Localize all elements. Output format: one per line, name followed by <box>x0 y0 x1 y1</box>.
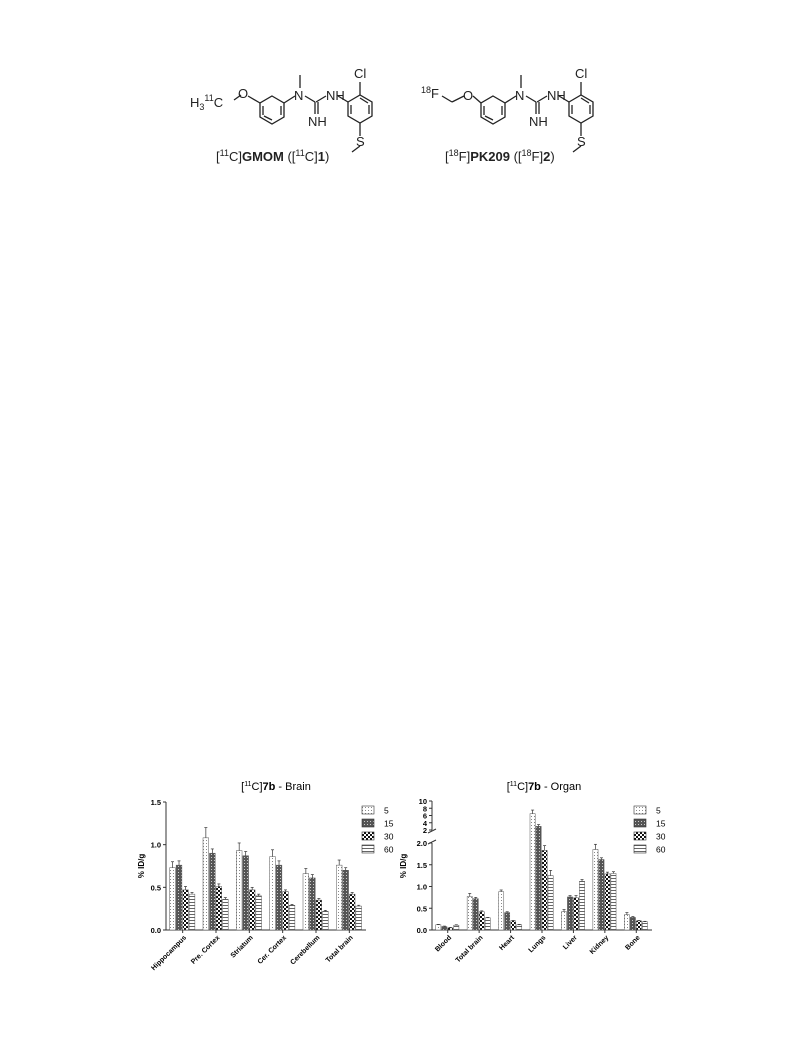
svg-text:NH: NH <box>547 88 566 103</box>
bar <box>479 912 484 930</box>
category-label: Kidney <box>588 934 611 956</box>
svg-text:18F: $^{18}$F <box>421 85 439 101</box>
bar <box>270 857 276 930</box>
bar <box>567 897 572 930</box>
category-label: Total brain <box>454 934 485 965</box>
bar <box>176 865 182 930</box>
bar <box>642 922 647 930</box>
bar <box>236 851 242 930</box>
organ-chart-title: [$^{11}$C]7b - Organ <box>506 781 582 793</box>
bar <box>170 868 176 930</box>
bar <box>624 915 629 930</box>
legend-label-5: 5 <box>656 805 661 816</box>
legend-swatch-60 <box>634 845 646 853</box>
y-tick-label: 1.5 <box>150 798 161 807</box>
y-tick-label: 2 <box>422 826 427 835</box>
bar <box>579 881 584 930</box>
gmom-caption: [$^{11}$C]GMOM ([$^{11}$C]1) <box>216 148 330 164</box>
bar <box>276 865 282 930</box>
bar <box>203 838 209 930</box>
bar <box>599 860 604 930</box>
bar <box>548 876 553 930</box>
bar <box>310 878 316 930</box>
bar <box>343 870 349 930</box>
category-label: Cerebellum <box>289 934 322 967</box>
category-label: Striatum <box>229 934 255 960</box>
y-tick-label: 0.5 <box>416 904 427 914</box>
svg-text:O: O <box>463 88 474 103</box>
bar <box>561 912 566 930</box>
legend-swatch-15 <box>634 819 646 827</box>
category-label: Lungs <box>527 934 548 955</box>
svg-text:O: O <box>238 86 249 101</box>
legend-label-5: 5 <box>384 805 389 816</box>
bar <box>349 894 355 930</box>
category-label: Total brain <box>324 934 355 965</box>
brain-chart-title: [$^{11}$C]7b - Brain <box>241 781 311 793</box>
bar <box>454 925 459 930</box>
bar <box>336 865 342 930</box>
bar <box>243 856 249 930</box>
bar <box>530 814 535 930</box>
legend-label-30: 30 <box>656 831 666 842</box>
svg-text:H311C: $H_3^{11}C$ <box>190 93 224 112</box>
bar <box>283 892 289 930</box>
y-tick-label: 10 <box>418 797 427 806</box>
bar <box>605 874 610 930</box>
bar <box>573 898 578 930</box>
bar <box>183 890 189 930</box>
bar <box>442 927 447 930</box>
category-label: Blood <box>434 934 454 954</box>
bar <box>499 892 504 930</box>
svg-text:N: N <box>515 88 525 103</box>
legend-label-60: 60 <box>656 844 666 855</box>
category-label: Pre. Cortex <box>190 934 222 966</box>
legend-label-60: 60 <box>384 844 394 855</box>
brain-y-axis-label: % ID/g <box>137 853 146 879</box>
category-label: Liver <box>562 934 579 952</box>
y-tick-label: 2.0 <box>416 839 427 848</box>
bar <box>505 913 510 930</box>
bar <box>436 925 441 930</box>
svg-text:Cl: Cl <box>575 66 588 81</box>
pk209-caption: [$^{18}$F]PK209 ([$^{18}$F]2) <box>445 148 555 164</box>
legend-swatch-5 <box>362 806 374 814</box>
legend-label-15: 15 <box>384 818 394 829</box>
bar <box>303 874 309 930</box>
legend-label-30: 30 <box>384 831 394 842</box>
svg-text:Cl: Cl <box>354 66 367 81</box>
category-label: Bone <box>624 934 642 952</box>
legend-swatch-30 <box>634 832 646 840</box>
svg-text:S: S <box>577 134 586 149</box>
bar <box>542 850 547 930</box>
bar <box>467 897 472 930</box>
y-tick-label: 8 <box>422 804 427 814</box>
organ-y-axis-label: % ID/g <box>399 853 408 879</box>
legend-swatch-15 <box>362 819 374 827</box>
bar <box>323 911 329 930</box>
structure-gmom <box>178 58 393 178</box>
bar <box>356 906 362 930</box>
legend-swatch-5 <box>634 806 646 814</box>
svg-text:N: N <box>294 88 304 103</box>
bar <box>289 905 295 930</box>
bar <box>473 899 478 930</box>
bar <box>448 928 453 930</box>
bar <box>189 894 195 930</box>
bar <box>517 925 522 930</box>
y-tick-label: 6 <box>422 811 427 821</box>
bar <box>593 850 598 930</box>
category-label: Cer. Cortex <box>256 934 289 966</box>
bar <box>636 921 641 930</box>
y-tick-label: 0.5 <box>150 883 161 893</box>
bar <box>210 853 216 930</box>
svg-text:S: S <box>356 134 365 149</box>
bar <box>485 918 490 930</box>
organ-bar-chart <box>398 770 683 1010</box>
svg-text:NH: NH <box>308 114 327 129</box>
brain-bar-chart <box>130 770 400 1010</box>
legend-label-15: 15 <box>656 818 666 829</box>
bar <box>316 900 322 930</box>
svg-text:NH: NH <box>326 88 345 103</box>
y-tick-label: 1.0 <box>150 840 161 850</box>
bar <box>223 899 229 930</box>
bar <box>630 917 635 930</box>
y-tick-label: 0.0 <box>416 926 427 935</box>
structure-pk209 <box>415 58 630 178</box>
svg-text:NH: NH <box>529 114 548 129</box>
bar <box>511 921 516 930</box>
category-label: Hippocampus <box>150 934 189 973</box>
y-tick-label: 0.0 <box>150 926 161 935</box>
y-tick-label: 1.0 <box>416 882 427 892</box>
bar <box>536 826 541 930</box>
bar <box>216 886 222 930</box>
y-tick-label: 4 <box>422 818 427 828</box>
bar <box>249 890 255 930</box>
legend-swatch-60 <box>362 845 374 853</box>
legend-swatch-30 <box>362 832 374 840</box>
bar <box>256 896 262 930</box>
y-tick-label: 1.5 <box>416 860 427 870</box>
bar <box>611 873 616 930</box>
category-label: Heart <box>498 934 516 953</box>
